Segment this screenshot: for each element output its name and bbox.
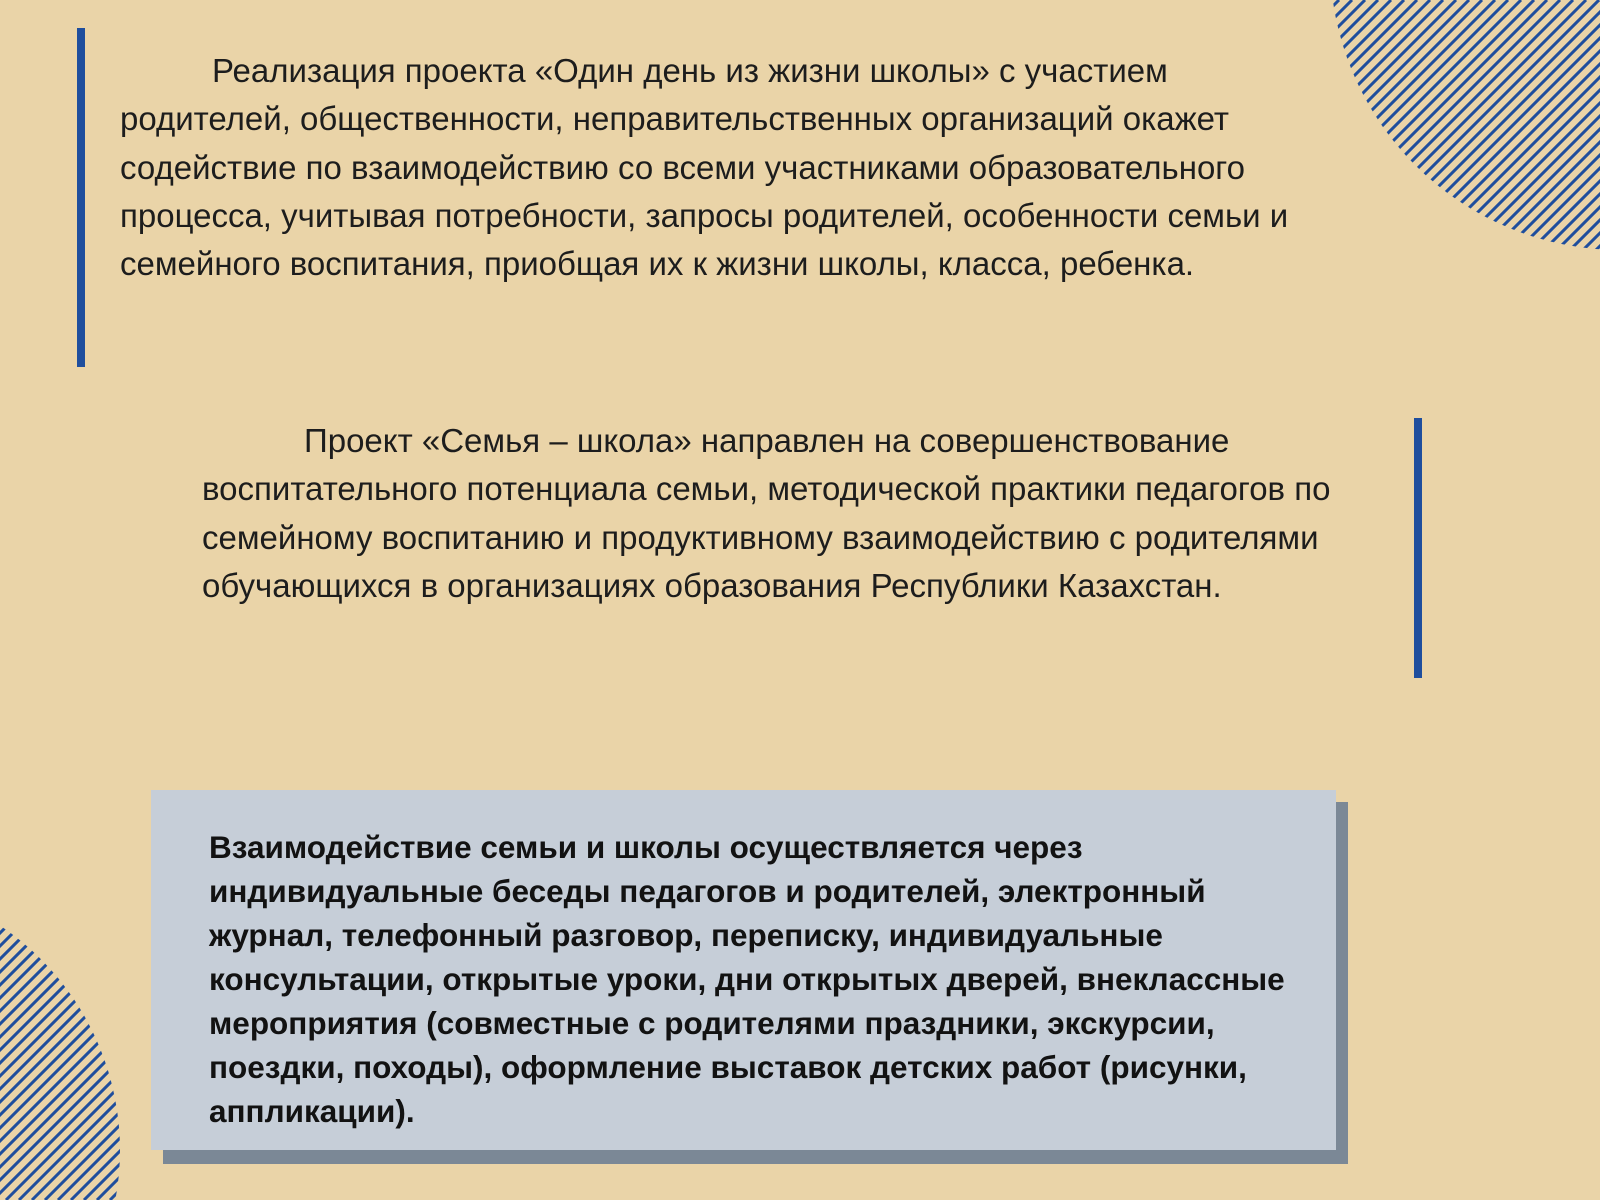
accent-rule-right bbox=[1414, 418, 1422, 678]
striped-corner-decoration-bottom-left bbox=[0, 920, 140, 1200]
paragraph-project-family-school: Проект «Семья – школа» направлен на совершенствование воспитательного потенциала семьи, методической практики педагогов по семейному воспитанию и продуктивному взаимодействию с родителями обучающихся в организациях образования Республики Казахстан. bbox=[202, 422, 1331, 604]
highlight-box-text: Взаимодействие семьи и школы осуществляется через индивидуальные беседы педагогов и родителей, электронный журнал, телефонный разговор, переписку, индивидуальные консультации, открытые уроки, дни открытых дверей, внеклассные мероприятия (совместные с родителями праздники, экскурсии, поездки, походы), оформление выставок детских работ (рисунки, аппликации). bbox=[209, 829, 1285, 1129]
accent-rule-left bbox=[77, 28, 85, 367]
striped-corner-decoration-top-right bbox=[1300, 0, 1600, 260]
paragraph-project-one-day: Реализация проекта «Один день из жизни школы» с участием родителей, общественности, неправительственных организаций окажет содействие по взаимодействию со всеми участниками образовательного процесса, учитывая потребности, запросы родителей, особенности семьи и семейного воспитания, приобщая их к жизни школы, класса, ребенка. bbox=[120, 52, 1289, 283]
